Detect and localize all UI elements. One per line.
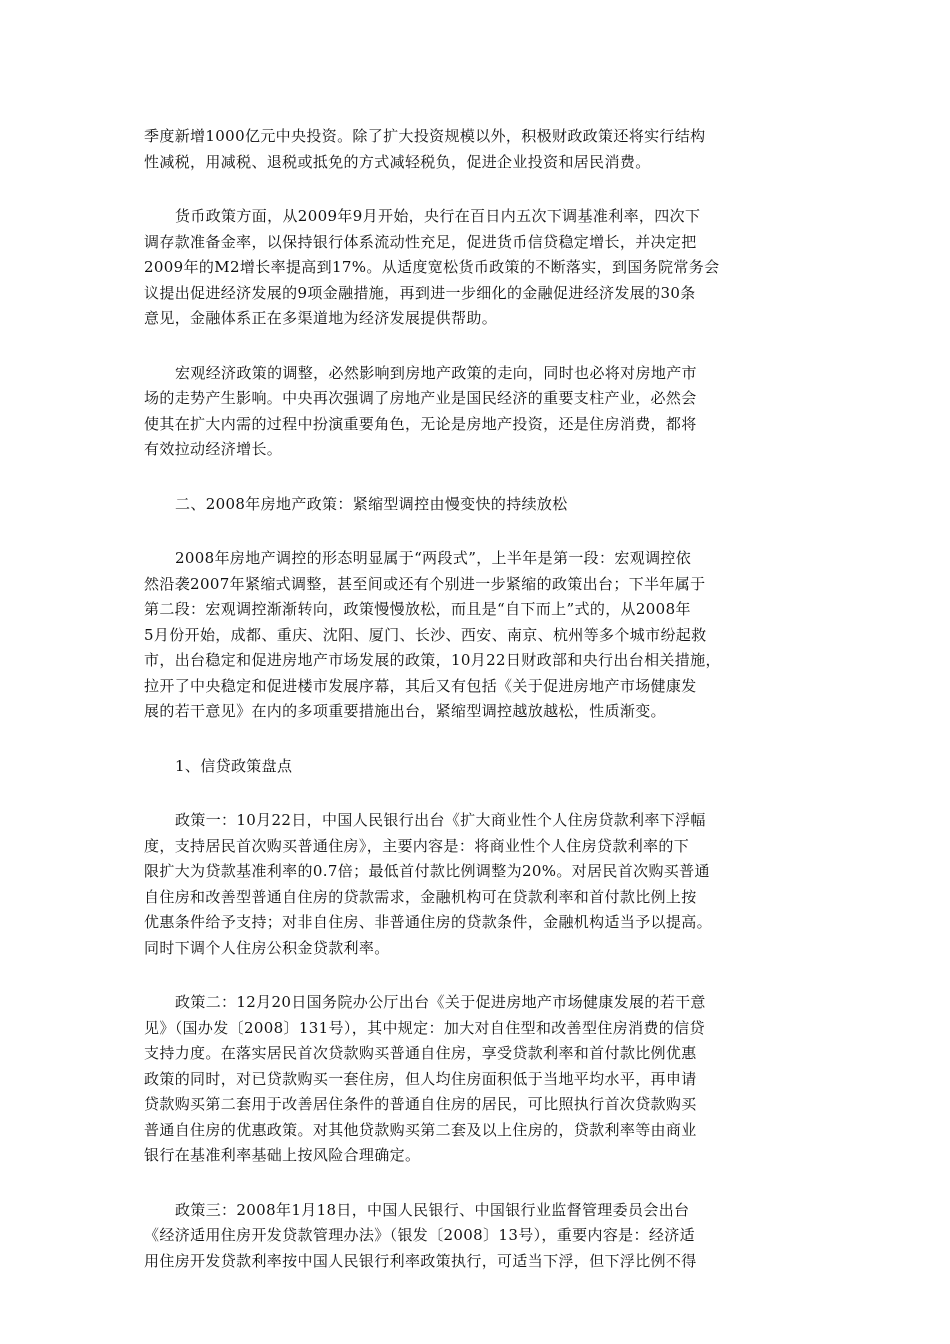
text-line: 有效拉动经济增长。	[144, 440, 283, 458]
text-line: 自住房和改善型普通自住房的贷款需求，金融机构可在贷款利率和首付款比例上按	[144, 887, 697, 906]
text-line: 见》（国办发〔2008〕131号），其中规定：加大对自住型和改善型住房消费的信贷	[144, 1018, 705, 1037]
paragraph	[144, 754, 810, 780]
text-line: 二、2008年房地产政策：紧缩型调控由慢变快的持续放松	[175, 494, 568, 513]
text-line: 度，支持居民首次购买普通住房》，主要内容是：将商业性个人住房贷款利率的下	[144, 836, 690, 855]
paragraph	[144, 1198, 810, 1275]
text-line: 5月份开始，成都、重庆、沈阳、厦门、长沙、西安、南京、杭州等多个城市纷起救	[144, 625, 707, 644]
text-line: 银行在基准利率基础上按风险合理确定。	[144, 1146, 421, 1164]
text-line: 调存款准备金率，以保持银行体系流动性充足，促进货币信贷稳定增长，并决定把	[144, 232, 697, 251]
text-line: 使其在扩大内需的过程中扮演重要角色，无论是房地产投资，还是住房消费，都将	[144, 414, 697, 433]
text-line: 市，出台稳定和促进房地产市场发展的政策，10月22日财政部和央行出台相关措施，	[144, 651, 721, 669]
text-line: 意见，金融体系正在多渠道地为经济发展提供帮助。	[144, 309, 498, 327]
text-line: 政策的同时，对已贷款购买一套住房，但人均住房面积低于当地平均水平，再申请	[144, 1069, 697, 1088]
text-line: 性减税，用减税、退税或抵免的方式减轻税负，促进企业投资和居民消费。	[144, 152, 651, 171]
text-line: 2008年房地产调控的形态明显属于“两段式”，上半年是第一段：宏观调控依	[175, 549, 692, 567]
text-line: 展的若干意见》在内的多项重要措施出台，紧缩型调控越放越松，性质渐变。	[144, 702, 666, 720]
text-line: 第二段：宏观调控渐渐转向，政策慢慢放松，而且是“自下而上”式的，从2008年	[144, 600, 691, 618]
paragraph	[144, 546, 810, 725]
paragraph	[144, 990, 810, 1169]
document-page	[144, 124, 810, 1303]
paragraph	[144, 124, 810, 175]
text-line: 季度新增1000亿元中央投资。除了扩大投资规模以外，积极财政政策还将实行结构	[144, 127, 706, 145]
text-line: 政策二：12月20日国务院办公厅出台《关于促进房地产市场健康发展的若干意	[175, 993, 706, 1011]
paragraph	[144, 361, 810, 463]
text-line: 宏观经济政策的调整，必然影响到房地产政策的走向，同时也必将对房地产市	[175, 363, 697, 382]
text-line: 用住房开发贷款利率按中国人民银行利率政策执行，可适当下浮，但下浮比例不得	[144, 1251, 697, 1270]
text-line: 然沿袭2007年紧缩式调整，甚至间或还有个别进一步紧缩的政策出台；下半年属于	[144, 574, 706, 593]
text-line: 贷款购买第二套用于改善居住条件的普通自住房的居民，可比照执行首次贷款购买	[144, 1095, 697, 1113]
text-line: 货币政策方面，从2009年9月开始，央行在百日内五次下调基准利率，四次下	[175, 207, 701, 225]
text-line: 2009年的M2增长率提高到17%。从适度宽松货币政策的不断落实，到国务院常务会	[144, 258, 720, 276]
text-line: 拉开了中央稳定和促进楼市发展序幕，其后又有包括《关于促进房地产市场健康发	[144, 676, 697, 695]
text-line: 议提出促进经济发展的9项金融措施，再到进一步细化的金融促进经济发展的30条	[144, 283, 696, 302]
paragraph	[144, 492, 810, 518]
text-line: 同时下调个人住房公积金贷款利率。	[144, 938, 390, 957]
text-line: 支持力度。在落实居民首次贷款购买普通自住房，享受贷款利率和首付款比例优惠	[144, 1044, 697, 1062]
text-line: 政策一：10月22日，中国人民银行出台《扩大商业性个人住房贷款利率下浮幅	[175, 811, 706, 829]
text-line: 优惠条件给予支持；对非自住房、非普通住房的贷款条件，金融机构适当予以提高。	[144, 913, 712, 931]
text-line: 限扩大为贷款基准利率的0.7倍；最低首付款比例调整为20%。对居民首次购买普通	[144, 862, 710, 880]
text-line: 普通自住房的优惠政策。对其他贷款购买第二套及以上住房的，贷款利率等由商业	[144, 1120, 697, 1139]
paragraph	[144, 204, 810, 332]
text-line: 《经济适用住房开发贷款管理办法》（银发〔2008〕13号），重要内容是：经济适	[144, 1226, 695, 1244]
text-line: 政策三：2008年1月18日，中国人民银行、中国银行业监督管理委员会出台	[175, 1200, 690, 1219]
text-line: 1、信贷政策盘点	[175, 756, 293, 775]
text-line: 场的走势产生影响。中央再次强调了房地产业是国民经济的重要支柱产业，必然会	[144, 389, 697, 407]
paragraph	[144, 808, 810, 961]
